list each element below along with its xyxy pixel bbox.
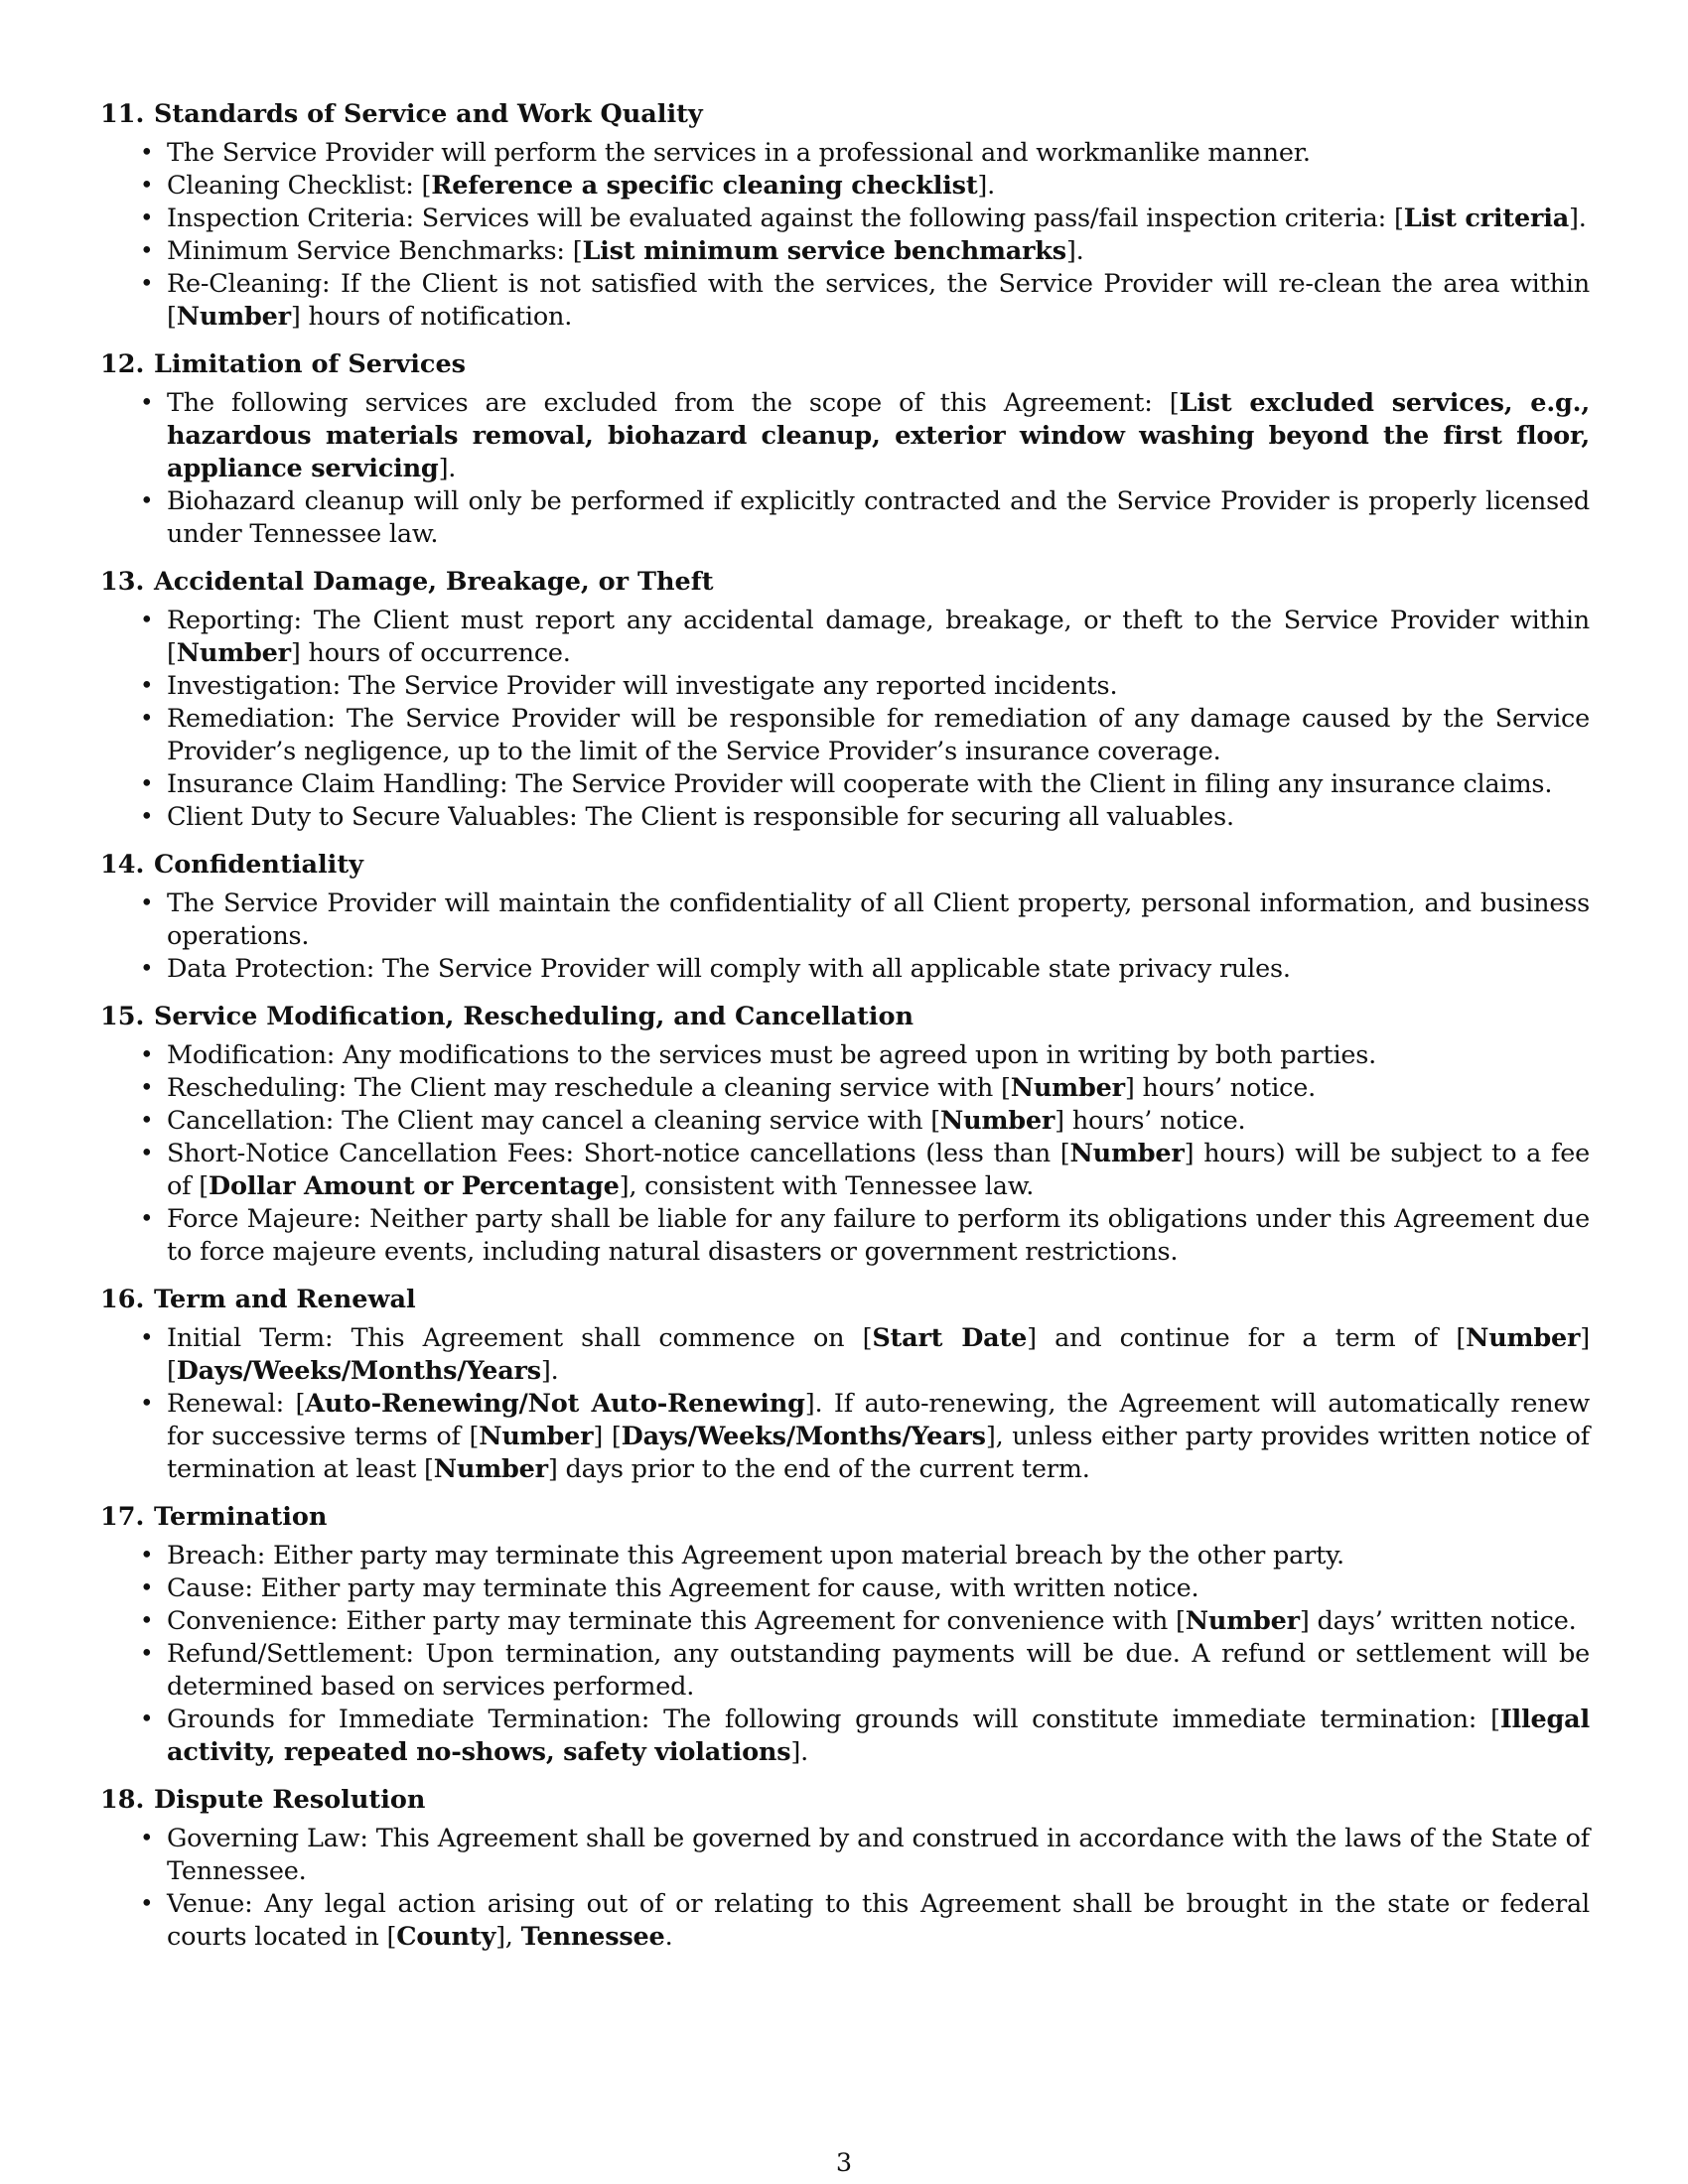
section-title: Standards of Service and Work Quality bbox=[154, 99, 703, 129]
bullet-icon: • bbox=[140, 205, 154, 231]
section-number: 15. bbox=[100, 1002, 145, 1031]
item-text: Breach: Either party may terminate this Agreement upon material breach by the other party. bbox=[167, 1541, 1344, 1570]
placeholder-text: Auto-Renewing/Not Auto-Renewing bbox=[305, 1389, 805, 1419]
item-text: ], consistent with Tennessee law. bbox=[619, 1171, 1035, 1201]
list-item bbox=[100, 235, 1590, 268]
item-text: The Service Provider will perform the services in a professional and workmanlike manner. bbox=[167, 138, 1311, 168]
list-item bbox=[100, 137, 1590, 170]
bullet-icon: • bbox=[140, 804, 154, 830]
bullet-list bbox=[100, 1540, 1590, 1769]
item-text: ] hours’ notice. bbox=[1055, 1106, 1246, 1136]
list-item bbox=[100, 1823, 1590, 1888]
item-text: Data Protection: The Service Provider will comply with all applicable state privacy rules. bbox=[167, 954, 1291, 984]
item-text: ], bbox=[495, 1922, 521, 1952]
item-text: Renewal: [ bbox=[167, 1389, 306, 1419]
section-title: Confidentiality bbox=[154, 850, 363, 880]
placeholder-text: Start Date bbox=[872, 1323, 1028, 1353]
list-item bbox=[100, 605, 1590, 670]
placeholder-text: Number bbox=[433, 1454, 548, 1484]
bullet-icon: • bbox=[140, 140, 154, 166]
bullet-list bbox=[100, 1322, 1590, 1486]
list-item bbox=[100, 1605, 1590, 1638]
item-text: ]. bbox=[1569, 204, 1587, 233]
item-text: ]. bbox=[540, 1356, 559, 1386]
section-heading bbox=[100, 1000, 1590, 1033]
list-item bbox=[100, 1138, 1590, 1203]
item-text: Cleaning Checklist: [ bbox=[167, 171, 432, 201]
item-text: ] hours of notification. bbox=[290, 302, 573, 332]
list-item bbox=[100, 1072, 1590, 1105]
list-item bbox=[100, 1638, 1590, 1704]
bullet-icon: • bbox=[140, 1325, 154, 1351]
placeholder-text: Days/Weeks/Months/Years bbox=[176, 1356, 541, 1386]
item-text: Rescheduling: The Client may reschedule a cleaning service with [ bbox=[167, 1073, 1011, 1103]
list-item bbox=[100, 1105, 1590, 1138]
bullet-icon: • bbox=[140, 1641, 154, 1667]
document-page bbox=[100, 97, 1590, 1968]
section-heading bbox=[100, 1500, 1590, 1534]
section-title: Dispute Resolution bbox=[154, 1785, 426, 1815]
section-heading bbox=[100, 848, 1590, 882]
placeholder-text: List excluded services, e.g., hazardous materials removal, biohazard cleanup, exterior window washing beyond the first floor, appliance servicing bbox=[167, 388, 1590, 483]
item-text: Remediation: The Service Provider will be responsible for remediation of any damage caused by the Service Provider’s negligence, up to the limit of the Service Provider’s insurance coverage. bbox=[167, 704, 1590, 766]
section-number: 13. bbox=[100, 567, 145, 597]
placeholder-text: Reference a specific cleaning checklist bbox=[431, 171, 978, 201]
bullet-icon: • bbox=[140, 1391, 154, 1417]
bullet-icon: • bbox=[140, 771, 154, 797]
section bbox=[100, 848, 1590, 986]
section-title: Accidental Damage, Breakage, or Theft bbox=[154, 567, 714, 597]
section-title: Service Modification, Rescheduling, and Cancellation bbox=[154, 1002, 914, 1031]
list-item bbox=[100, 703, 1590, 768]
bullet-icon: • bbox=[140, 1706, 154, 1732]
section bbox=[100, 1783, 1590, 1954]
section-title: Termination bbox=[154, 1502, 328, 1532]
list-item bbox=[100, 268, 1590, 334]
item-text: Inspection Criteria: Services will be evaluated against the following pass/fail inspection criteria: [ bbox=[167, 204, 1404, 233]
item-text: Reporting: The Client must report any accidental damage, breakage, or theft to the Service Provider within [ bbox=[167, 606, 1590, 668]
bullet-icon: • bbox=[140, 173, 154, 199]
bullet-icon: • bbox=[140, 1108, 154, 1134]
item-text: Client Duty to Secure Valuables: The Client is responsible for securing all valuables. bbox=[167, 802, 1234, 832]
bullet-icon: • bbox=[140, 890, 154, 916]
item-text: ]. bbox=[977, 171, 996, 201]
bullet-icon: • bbox=[140, 1891, 154, 1917]
bullet-list bbox=[100, 1823, 1590, 1954]
section-number: 17. bbox=[100, 1502, 145, 1532]
item-text: Short-Notice Cancellation Fees: Short-notice cancellations (less than [ bbox=[167, 1139, 1070, 1168]
item-text: Governing Law: This Agreement shall be governed by and construed in accordance with the laws of the State of Tennessee. bbox=[167, 1824, 1590, 1886]
section-number: 11. bbox=[100, 99, 145, 129]
bullet-list bbox=[100, 605, 1590, 834]
list-item bbox=[100, 485, 1590, 551]
item-text: Minimum Service Benchmarks: [ bbox=[167, 236, 583, 266]
item-text: The Service Provider will maintain the confidentiality of all Client property, personal information, and business operations. bbox=[167, 888, 1590, 951]
item-text: ] days’ written notice. bbox=[1299, 1606, 1577, 1636]
section-title: Limitation of Services bbox=[154, 349, 467, 379]
item-text: Cancellation: The Client may cancel a cleaning service with [ bbox=[167, 1106, 941, 1136]
placeholder-text: Number bbox=[1010, 1073, 1125, 1103]
section bbox=[100, 97, 1590, 334]
section-number: 14. bbox=[100, 850, 145, 880]
placeholder-text: Number bbox=[479, 1422, 594, 1451]
list-item bbox=[100, 1203, 1590, 1269]
item-text: ], unless either party provides written notice of termination at least [ bbox=[167, 1422, 1590, 1484]
bullet-icon: • bbox=[140, 1075, 154, 1101]
item-text: ]. If auto-renewing, the Agreement will automatically renew for successive terms of [ bbox=[167, 1389, 1591, 1451]
bullet-icon: • bbox=[140, 488, 154, 514]
bullet-list bbox=[100, 137, 1590, 334]
item-text: Biohazard cleanup will only be performed if explicitly contracted and the Service Provider is properly licensed under Tennessee law. bbox=[167, 486, 1590, 549]
section-heading bbox=[100, 565, 1590, 599]
list-item bbox=[100, 670, 1590, 703]
placeholder-text: Number bbox=[176, 638, 291, 668]
item-text: ] [ bbox=[167, 1323, 1590, 1386]
bullet-icon: • bbox=[140, 1826, 154, 1851]
list-item bbox=[100, 887, 1590, 953]
placeholder-text: Tennessee bbox=[520, 1922, 665, 1952]
placeholder-text: Number bbox=[1069, 1139, 1185, 1168]
bullet-icon: • bbox=[140, 238, 154, 264]
placeholder-text: Number bbox=[176, 302, 291, 332]
bullet-list bbox=[100, 887, 1590, 986]
section-heading bbox=[100, 1283, 1590, 1316]
list-item bbox=[100, 1704, 1590, 1769]
list-item bbox=[100, 801, 1590, 834]
bullet-icon: • bbox=[140, 390, 154, 416]
section-number: 12. bbox=[100, 349, 145, 379]
list-item bbox=[100, 1388, 1590, 1486]
item-text: ]. bbox=[790, 1737, 809, 1767]
item-text: Investigation: The Service Provider will investigate any reported incidents. bbox=[167, 671, 1118, 701]
page-number: 3 bbox=[835, 2148, 853, 2178]
placeholder-text: Days/Weeks/Months/Years bbox=[621, 1422, 986, 1451]
placeholder-text: County bbox=[396, 1922, 496, 1952]
item-text: Modification: Any modifications to the services must be agreed upon in writing by both parties. bbox=[167, 1040, 1377, 1070]
bullet-list bbox=[100, 387, 1590, 551]
list-item bbox=[100, 1888, 1590, 1954]
item-text: ] hours’ notice. bbox=[1124, 1073, 1317, 1103]
list-item bbox=[100, 953, 1590, 986]
placeholder-text: Number bbox=[1466, 1323, 1581, 1353]
item-text: Cause: Either party may terminate this Agreement for cause, with written notice. bbox=[167, 1573, 1199, 1603]
bullet-list bbox=[100, 1039, 1590, 1269]
item-text: ] hours) will be subject to a fee of [ bbox=[167, 1139, 1590, 1201]
item-text: ] days prior to the end of the current term. bbox=[547, 1454, 1090, 1484]
item-text: ] hours of occurrence. bbox=[290, 638, 571, 668]
section bbox=[100, 1283, 1590, 1486]
section-heading bbox=[100, 347, 1590, 381]
section-heading bbox=[100, 1783, 1590, 1817]
item-text: Refund/Settlement: Upon termination, any outstanding payments will be due. A refund or settlement will be determined based on services performed. bbox=[167, 1639, 1590, 1702]
bullet-icon: • bbox=[140, 1141, 154, 1166]
section bbox=[100, 347, 1590, 551]
section bbox=[100, 1000, 1590, 1269]
item-text: The following services are excluded from the scope of this Agreement: [ bbox=[167, 388, 1180, 418]
placeholder-text: Number bbox=[940, 1106, 1055, 1136]
item-text: Convenience: Either party may terminate this Agreement for convenience with [ bbox=[167, 1606, 1186, 1636]
item-text: . bbox=[664, 1922, 673, 1952]
item-text: Grounds for Immediate Termination: The following grounds will constitute immediate termination: [ bbox=[167, 1705, 1500, 1734]
placeholder-text: List criteria bbox=[1403, 204, 1570, 233]
item-text: Force Majeure: Neither party shall be liable for any failure to perform its obligations under this Agreement due to force majeure events, including natural disasters or government restrictions. bbox=[167, 1204, 1590, 1267]
list-item bbox=[100, 387, 1590, 485]
list-item bbox=[100, 1540, 1590, 1572]
bullet-icon: • bbox=[140, 1608, 154, 1634]
section bbox=[100, 1500, 1590, 1769]
placeholder-text: Illegal activity, repeated no-shows, safety violations bbox=[167, 1705, 1590, 1767]
item-text: ]. bbox=[438, 454, 457, 483]
bullet-icon: • bbox=[140, 1042, 154, 1068]
bullet-icon: • bbox=[140, 706, 154, 732]
item-text: Re-Cleaning: If the Client is not satisfied with the services, the Service Provider will re-clean the area within [ bbox=[167, 269, 1590, 332]
list-item bbox=[100, 203, 1590, 235]
placeholder-text: Number bbox=[1185, 1606, 1300, 1636]
bullet-icon: • bbox=[140, 956, 154, 982]
section-number: 16. bbox=[100, 1285, 145, 1314]
bullet-icon: • bbox=[140, 271, 154, 297]
item-text: Insurance Claim Handling: The Service Provider will cooperate with the Client in filing any insurance claims. bbox=[167, 769, 1553, 799]
list-item bbox=[100, 768, 1590, 801]
item-text: ] and continue for a term of [ bbox=[1027, 1323, 1467, 1353]
section-number: 18. bbox=[100, 1785, 145, 1815]
bullet-icon: • bbox=[140, 1575, 154, 1601]
bullet-icon: • bbox=[140, 608, 154, 633]
placeholder-text: List minimum service benchmarks bbox=[582, 236, 1066, 266]
list-item bbox=[100, 1322, 1590, 1388]
bullet-icon: • bbox=[140, 673, 154, 699]
bullet-icon: • bbox=[140, 1543, 154, 1569]
item-text: Venue: Any legal action arising out of or relating to this Agreement shall be brought in the state or federal courts located in [ bbox=[167, 1889, 1590, 1952]
item-text: ] [ bbox=[593, 1422, 622, 1451]
list-item bbox=[100, 1039, 1590, 1072]
list-item bbox=[100, 170, 1590, 203]
section-title: Term and Renewal bbox=[154, 1285, 416, 1314]
section bbox=[100, 565, 1590, 834]
list-item bbox=[100, 1572, 1590, 1605]
section-heading bbox=[100, 97, 1590, 131]
item-text: ]. bbox=[1065, 236, 1084, 266]
bullet-icon: • bbox=[140, 1206, 154, 1232]
placeholder-text: Dollar Amount or Percentage bbox=[209, 1171, 620, 1201]
item-text: Initial Term: This Agreement shall commence on [ bbox=[167, 1323, 873, 1353]
